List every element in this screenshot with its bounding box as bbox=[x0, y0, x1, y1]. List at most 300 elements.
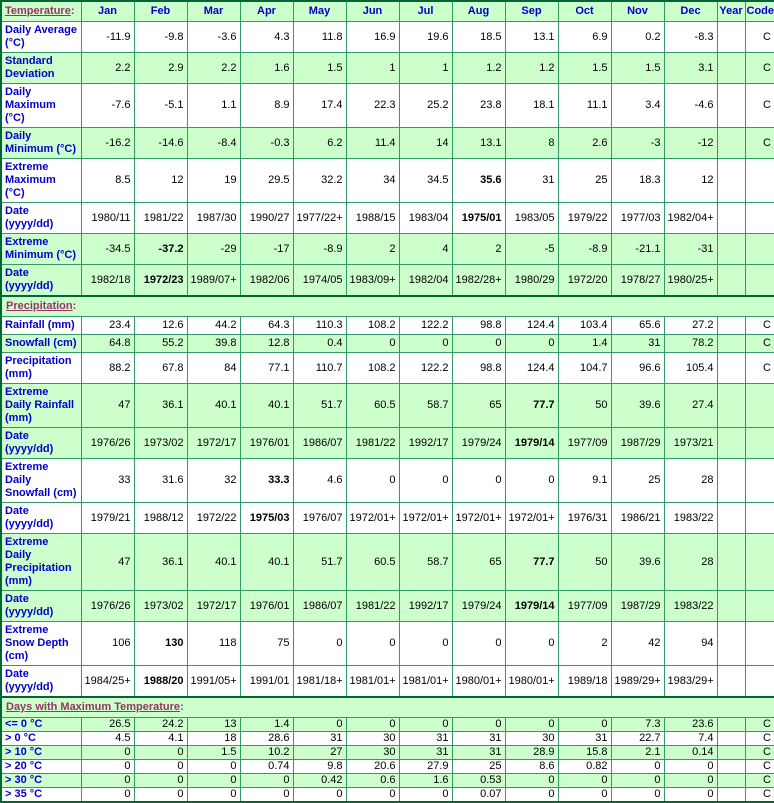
cell-apr: 0 bbox=[240, 788, 293, 803]
cell-jan: -34.5 bbox=[81, 234, 134, 265]
cell-code: C bbox=[745, 317, 774, 335]
cell-jun: 0 bbox=[346, 459, 399, 503]
cell-code: C bbox=[745, 760, 774, 774]
cell-aug: 35.6 bbox=[452, 159, 505, 203]
cell-dec: 27.2 bbox=[664, 317, 717, 335]
cell-mar: 44.2 bbox=[187, 317, 240, 335]
cell-oct: 1976/31 bbox=[558, 503, 611, 534]
cell-mar: -8.4 bbox=[187, 128, 240, 159]
cell-apr: 77.1 bbox=[240, 353, 293, 384]
cell-jun: 20.6 bbox=[346, 760, 399, 774]
cell-jun: 1981/22 bbox=[346, 428, 399, 459]
cell-jul: 58.7 bbox=[399, 384, 452, 428]
cell-mar: 1.5 bbox=[187, 746, 240, 760]
row-label: Extreme Snow Depth (cm) bbox=[1, 622, 81, 666]
table-row bbox=[1, 746, 774, 760]
cell-nov: 7.3 bbox=[611, 718, 664, 732]
cell-jun: 1983/09+ bbox=[346, 265, 399, 297]
cell-jun: 0 bbox=[346, 335, 399, 353]
table-row bbox=[1, 234, 774, 265]
table-row bbox=[1, 622, 774, 666]
cell-nov: 0 bbox=[611, 788, 664, 803]
header-row bbox=[1, 1, 774, 22]
table-row bbox=[1, 53, 774, 84]
cell-dec: 1983/22 bbox=[664, 591, 717, 622]
section-header-row-days-with-maximum-temperature bbox=[1, 697, 774, 718]
cell-mar: 1987/30 bbox=[187, 203, 240, 234]
cell-year bbox=[717, 22, 745, 53]
cell-may: 51.7 bbox=[293, 534, 346, 591]
cell-oct: 0 bbox=[558, 774, 611, 788]
cell-jul: 1972/01+ bbox=[399, 503, 452, 534]
cell-jun: 0 bbox=[346, 788, 399, 803]
cell-mar: 40.1 bbox=[187, 534, 240, 591]
cell-year bbox=[717, 534, 745, 591]
cell-aug: 65 bbox=[452, 384, 505, 428]
cell-feb: 1973/02 bbox=[134, 428, 187, 459]
cell-aug: 13.1 bbox=[452, 128, 505, 159]
row-label: <= 0 °C bbox=[1, 718, 81, 732]
cell-apr: 1991/01 bbox=[240, 666, 293, 698]
column-header-nov: Nov bbox=[611, 1, 664, 22]
table-row bbox=[1, 159, 774, 203]
cell-nov: 22.7 bbox=[611, 732, 664, 746]
cell-may: 0 bbox=[293, 788, 346, 803]
row-label: > 0 °C bbox=[1, 732, 81, 746]
table-row bbox=[1, 84, 774, 128]
cell-code bbox=[745, 265, 774, 297]
cell-year bbox=[717, 84, 745, 128]
cell-jun: 2 bbox=[346, 234, 399, 265]
cell-oct: 25 bbox=[558, 159, 611, 203]
cell-sep: 0 bbox=[505, 622, 558, 666]
cell-oct: 11.1 bbox=[558, 84, 611, 128]
column-header-year: Year bbox=[717, 1, 745, 22]
table-row bbox=[1, 774, 774, 788]
cell-jan: 47 bbox=[81, 384, 134, 428]
cell-sep: 8 bbox=[505, 128, 558, 159]
cell-jul: 58.7 bbox=[399, 534, 452, 591]
cell-sep: 1983/05 bbox=[505, 203, 558, 234]
cell-year bbox=[717, 265, 745, 297]
cell-jun: 108.2 bbox=[346, 317, 399, 335]
cell-jul: 31 bbox=[399, 732, 452, 746]
cell-oct: 1989/18 bbox=[558, 666, 611, 698]
cell-oct: 50 bbox=[558, 384, 611, 428]
cell-jul: 0 bbox=[399, 788, 452, 803]
table-row bbox=[1, 317, 774, 335]
cell-may: 9.8 bbox=[293, 760, 346, 774]
cell-dec: 23.6 bbox=[664, 718, 717, 732]
table-row bbox=[1, 353, 774, 384]
cell-aug: 1982/28+ bbox=[452, 265, 505, 297]
cell-dec: 0 bbox=[664, 774, 717, 788]
cell-jul: 14 bbox=[399, 128, 452, 159]
cell-apr: 4.3 bbox=[240, 22, 293, 53]
row-label: Date (yyyy/dd) bbox=[1, 591, 81, 622]
cell-oct: 0 bbox=[558, 788, 611, 803]
cell-jun: 60.5 bbox=[346, 534, 399, 591]
section-header-cell bbox=[1, 296, 774, 317]
cell-feb: 24.2 bbox=[134, 718, 187, 732]
row-label: Extreme Daily Rainfall (mm) bbox=[1, 384, 81, 428]
cell-nov: 39.6 bbox=[611, 534, 664, 591]
row-label: > 10 °C bbox=[1, 746, 81, 760]
cell-feb: 36.1 bbox=[134, 534, 187, 591]
cell-jan: 1976/26 bbox=[81, 591, 134, 622]
table-row bbox=[1, 459, 774, 503]
cell-oct: -8.9 bbox=[558, 234, 611, 265]
cell-sep: 0 bbox=[505, 788, 558, 803]
cell-nov: 1987/29 bbox=[611, 591, 664, 622]
cell-jul: 122.2 bbox=[399, 317, 452, 335]
cell-code bbox=[745, 622, 774, 666]
cell-nov: 96.6 bbox=[611, 353, 664, 384]
cell-year bbox=[717, 666, 745, 698]
cell-jul: 1992/17 bbox=[399, 591, 452, 622]
cell-dec: 94 bbox=[664, 622, 717, 666]
row-label: Daily Maximum (°C) bbox=[1, 84, 81, 128]
cell-nov: 0.2 bbox=[611, 22, 664, 53]
cell-sep: 1.2 bbox=[505, 53, 558, 84]
cell-oct: 104.7 bbox=[558, 353, 611, 384]
cell-code bbox=[745, 234, 774, 265]
cell-mar: 18 bbox=[187, 732, 240, 746]
cell-oct: 1979/22 bbox=[558, 203, 611, 234]
cell-aug: 1975/01 bbox=[452, 203, 505, 234]
cell-may: 0.4 bbox=[293, 335, 346, 353]
column-header-apr: Apr bbox=[240, 1, 293, 22]
row-label: Date (yyyy/dd) bbox=[1, 265, 81, 297]
cell-code bbox=[745, 203, 774, 234]
cell-jun: 22.3 bbox=[346, 84, 399, 128]
cell-jun: 30 bbox=[346, 732, 399, 746]
table-row bbox=[1, 22, 774, 53]
section-colon: : bbox=[72, 300, 77, 312]
cell-nov: 1977/03 bbox=[611, 203, 664, 234]
cell-aug: 0 bbox=[452, 622, 505, 666]
cell-apr: 10.2 bbox=[240, 746, 293, 760]
cell-mar: 84 bbox=[187, 353, 240, 384]
row-label: > 30 °C bbox=[1, 774, 81, 788]
column-header-jan: Jan bbox=[81, 1, 134, 22]
cell-jul: 1981/01+ bbox=[399, 666, 452, 698]
cell-jul: 1983/04 bbox=[399, 203, 452, 234]
cell-code bbox=[745, 459, 774, 503]
cell-jun: 60.5 bbox=[346, 384, 399, 428]
cell-jul: 34.5 bbox=[399, 159, 452, 203]
cell-year bbox=[717, 384, 745, 428]
cell-nov: 1978/27 bbox=[611, 265, 664, 297]
cell-oct: 2.6 bbox=[558, 128, 611, 159]
table-row bbox=[1, 335, 774, 353]
table-row bbox=[1, 128, 774, 159]
cell-apr: 0 bbox=[240, 774, 293, 788]
cell-nov: 3.4 bbox=[611, 84, 664, 128]
cell-mar: -29 bbox=[187, 234, 240, 265]
cell-code bbox=[745, 428, 774, 459]
cell-may: 11.8 bbox=[293, 22, 346, 53]
cell-year bbox=[717, 53, 745, 84]
table-row bbox=[1, 666, 774, 698]
cell-feb: 1981/22 bbox=[134, 203, 187, 234]
section-link-days-with-maximum-temperature[interactable]: Days with Maximum Temperature bbox=[6, 701, 181, 713]
cell-mar: 1991/05+ bbox=[187, 666, 240, 698]
table-row bbox=[1, 503, 774, 534]
cell-dec: 1983/22 bbox=[664, 503, 717, 534]
cell-mar: 32 bbox=[187, 459, 240, 503]
cell-code bbox=[745, 159, 774, 203]
cell-jan: 0 bbox=[81, 774, 134, 788]
cell-sep: 8.6 bbox=[505, 760, 558, 774]
cell-feb: 12 bbox=[134, 159, 187, 203]
cell-year bbox=[717, 128, 745, 159]
cell-sep: 13.1 bbox=[505, 22, 558, 53]
cell-feb: 0 bbox=[134, 746, 187, 760]
cell-mar: 1989/07+ bbox=[187, 265, 240, 297]
cell-apr: 75 bbox=[240, 622, 293, 666]
cell-nov: 1987/29 bbox=[611, 428, 664, 459]
cell-jan: 106 bbox=[81, 622, 134, 666]
cell-aug: 65 bbox=[452, 534, 505, 591]
cell-dec: 0 bbox=[664, 760, 717, 774]
cell-mar: 118 bbox=[187, 622, 240, 666]
table-row bbox=[1, 732, 774, 746]
cell-nov: 2.1 bbox=[611, 746, 664, 760]
cell-feb: 130 bbox=[134, 622, 187, 666]
cell-feb: -9.8 bbox=[134, 22, 187, 53]
cell-sep: 28.9 bbox=[505, 746, 558, 760]
cell-feb: 1973/02 bbox=[134, 591, 187, 622]
cell-oct: 1977/09 bbox=[558, 591, 611, 622]
cell-sep: 30 bbox=[505, 732, 558, 746]
cell-sep: 77.7 bbox=[505, 384, 558, 428]
cell-jul: 1982/04 bbox=[399, 265, 452, 297]
cell-jun: 1981/22 bbox=[346, 591, 399, 622]
cell-nov: 31 bbox=[611, 335, 664, 353]
section-link-precipitation[interactable]: Precipitation bbox=[6, 300, 73, 312]
cell-apr: 28.6 bbox=[240, 732, 293, 746]
cell-code bbox=[745, 666, 774, 698]
cell-jul: 0 bbox=[399, 622, 452, 666]
cell-jul: 1992/17 bbox=[399, 428, 452, 459]
section-link-temperature[interactable]: Temperature bbox=[5, 5, 71, 17]
cell-nov: 0 bbox=[611, 774, 664, 788]
cell-dec: 27.4 bbox=[664, 384, 717, 428]
row-label: Extreme Minimum (°C) bbox=[1, 234, 81, 265]
cell-dec: -31 bbox=[664, 234, 717, 265]
cell-feb: 1972/23 bbox=[134, 265, 187, 297]
cell-dec: 78.2 bbox=[664, 335, 717, 353]
table-row bbox=[1, 384, 774, 428]
cell-nov: 1986/21 bbox=[611, 503, 664, 534]
table-row bbox=[1, 788, 774, 803]
cell-jul: 19.6 bbox=[399, 22, 452, 53]
cell-feb: 67.8 bbox=[134, 353, 187, 384]
cell-oct: 1977/09 bbox=[558, 428, 611, 459]
cell-apr: -0.3 bbox=[240, 128, 293, 159]
cell-jan: 1984/25+ bbox=[81, 666, 134, 698]
cell-sep: 31 bbox=[505, 159, 558, 203]
cell-aug: 0.07 bbox=[452, 788, 505, 803]
cell-mar: 0 bbox=[187, 774, 240, 788]
cell-jan: 64.8 bbox=[81, 335, 134, 353]
table-row bbox=[1, 428, 774, 459]
cell-code: C bbox=[745, 718, 774, 732]
cell-jul: 0 bbox=[399, 459, 452, 503]
section-header-cell bbox=[1, 697, 774, 718]
cell-sep: 1980/01+ bbox=[505, 666, 558, 698]
cell-aug: 31 bbox=[452, 746, 505, 760]
cell-feb: 0 bbox=[134, 774, 187, 788]
cell-oct: 103.4 bbox=[558, 317, 611, 335]
cell-year bbox=[717, 159, 745, 203]
column-header-sep: Sep bbox=[505, 1, 558, 22]
cell-jun: 34 bbox=[346, 159, 399, 203]
cell-apr: 1990/27 bbox=[240, 203, 293, 234]
cell-apr: -17 bbox=[240, 234, 293, 265]
cell-mar: 13 bbox=[187, 718, 240, 732]
cell-jun: 0.6 bbox=[346, 774, 399, 788]
cell-dec: 1983/29+ bbox=[664, 666, 717, 698]
cell-jun: 1972/01+ bbox=[346, 503, 399, 534]
table-row bbox=[1, 265, 774, 297]
cell-apr: 1975/03 bbox=[240, 503, 293, 534]
cell-sep: 0 bbox=[505, 774, 558, 788]
cell-mar: 0 bbox=[187, 760, 240, 774]
cell-dec: 0 bbox=[664, 788, 717, 803]
cell-nov: 39.6 bbox=[611, 384, 664, 428]
cell-feb: -37.2 bbox=[134, 234, 187, 265]
cell-aug: 0 bbox=[452, 335, 505, 353]
cell-code: C bbox=[745, 788, 774, 803]
cell-jun: 16.9 bbox=[346, 22, 399, 53]
cell-dec: -4.6 bbox=[664, 84, 717, 128]
cell-may: 1976/07 bbox=[293, 503, 346, 534]
cell-mar: -3.6 bbox=[187, 22, 240, 53]
section-colon: : bbox=[70, 5, 75, 17]
cell-oct: 1.5 bbox=[558, 53, 611, 84]
cell-dec: -12 bbox=[664, 128, 717, 159]
cell-mar: 1972/17 bbox=[187, 591, 240, 622]
column-header-jul: Jul bbox=[399, 1, 452, 22]
row-label: Date (yyyy/dd) bbox=[1, 666, 81, 698]
cell-nov: 0 bbox=[611, 760, 664, 774]
cell-apr: 1976/01 bbox=[240, 591, 293, 622]
cell-code bbox=[745, 503, 774, 534]
cell-feb: -5.1 bbox=[134, 84, 187, 128]
cell-sep: 77.7 bbox=[505, 534, 558, 591]
cell-year bbox=[717, 788, 745, 803]
cell-aug: 1979/24 bbox=[452, 591, 505, 622]
cell-jun: 1988/15 bbox=[346, 203, 399, 234]
row-label: Date (yyyy/dd) bbox=[1, 203, 81, 234]
row-label: Date (yyyy/dd) bbox=[1, 503, 81, 534]
cell-may: 110.7 bbox=[293, 353, 346, 384]
cell-may: 0.42 bbox=[293, 774, 346, 788]
cell-year bbox=[717, 234, 745, 265]
cell-aug: 31 bbox=[452, 732, 505, 746]
cell-jul: 4 bbox=[399, 234, 452, 265]
cell-code: C bbox=[745, 774, 774, 788]
cell-oct: 2 bbox=[558, 622, 611, 666]
table-row bbox=[1, 203, 774, 234]
cell-dec: 0.14 bbox=[664, 746, 717, 760]
cell-feb: 4.1 bbox=[134, 732, 187, 746]
cell-year bbox=[717, 591, 745, 622]
cell-feb: 0 bbox=[134, 788, 187, 803]
cell-dec: 1980/25+ bbox=[664, 265, 717, 297]
row-label: > 35 °C bbox=[1, 788, 81, 803]
cell-sep: 1980/29 bbox=[505, 265, 558, 297]
cell-may: 6.2 bbox=[293, 128, 346, 159]
cell-may: 1986/07 bbox=[293, 591, 346, 622]
cell-dec: -8.3 bbox=[664, 22, 717, 53]
cell-nov: -3 bbox=[611, 128, 664, 159]
cell-code: C bbox=[745, 746, 774, 760]
cell-may: 110.3 bbox=[293, 317, 346, 335]
cell-may: 0 bbox=[293, 622, 346, 666]
cell-year bbox=[717, 503, 745, 534]
cell-dec: 28 bbox=[664, 534, 717, 591]
row-label: Snowfall (cm) bbox=[1, 335, 81, 353]
cell-feb: 2.9 bbox=[134, 53, 187, 84]
cell-aug: 23.8 bbox=[452, 84, 505, 128]
row-label: Standard Deviation bbox=[1, 53, 81, 84]
cell-may: 1981/18+ bbox=[293, 666, 346, 698]
cell-feb: 1988/20 bbox=[134, 666, 187, 698]
cell-nov: 25 bbox=[611, 459, 664, 503]
cell-jul: 122.2 bbox=[399, 353, 452, 384]
cell-sep: 124.4 bbox=[505, 317, 558, 335]
cell-may: 27 bbox=[293, 746, 346, 760]
cell-code: C bbox=[745, 84, 774, 128]
cell-oct: 6.9 bbox=[558, 22, 611, 53]
cell-apr: 0.74 bbox=[240, 760, 293, 774]
cell-apr: 1.6 bbox=[240, 53, 293, 84]
cell-code: C bbox=[745, 128, 774, 159]
cell-mar: 39.8 bbox=[187, 335, 240, 353]
column-header-jun: Jun bbox=[346, 1, 399, 22]
cell-nov: -21.1 bbox=[611, 234, 664, 265]
cell-jan: 0 bbox=[81, 760, 134, 774]
row-label: Extreme Daily Snowfall (cm) bbox=[1, 459, 81, 503]
cell-apr: 40.1 bbox=[240, 384, 293, 428]
cell-may: 1.5 bbox=[293, 53, 346, 84]
cell-jul: 31 bbox=[399, 746, 452, 760]
cell-jun: 1981/01+ bbox=[346, 666, 399, 698]
cell-code: C bbox=[745, 53, 774, 84]
column-header-aug: Aug bbox=[452, 1, 505, 22]
cell-aug: 98.8 bbox=[452, 353, 505, 384]
cell-oct: 15.8 bbox=[558, 746, 611, 760]
cell-aug: 1.2 bbox=[452, 53, 505, 84]
cell-aug: 25 bbox=[452, 760, 505, 774]
cell-year bbox=[717, 746, 745, 760]
cell-feb: 55.2 bbox=[134, 335, 187, 353]
cell-jun: 0 bbox=[346, 622, 399, 666]
cell-oct: 31 bbox=[558, 732, 611, 746]
cell-code: C bbox=[745, 22, 774, 53]
cell-jan: -11.9 bbox=[81, 22, 134, 53]
cell-may: 17.4 bbox=[293, 84, 346, 128]
cell-sep: 1979/14 bbox=[505, 591, 558, 622]
cell-apr: 40.1 bbox=[240, 534, 293, 591]
row-label: Extreme Maximum (°C) bbox=[1, 159, 81, 203]
cell-sep: 124.4 bbox=[505, 353, 558, 384]
cell-jan: 4.5 bbox=[81, 732, 134, 746]
cell-jun: 0 bbox=[346, 718, 399, 732]
